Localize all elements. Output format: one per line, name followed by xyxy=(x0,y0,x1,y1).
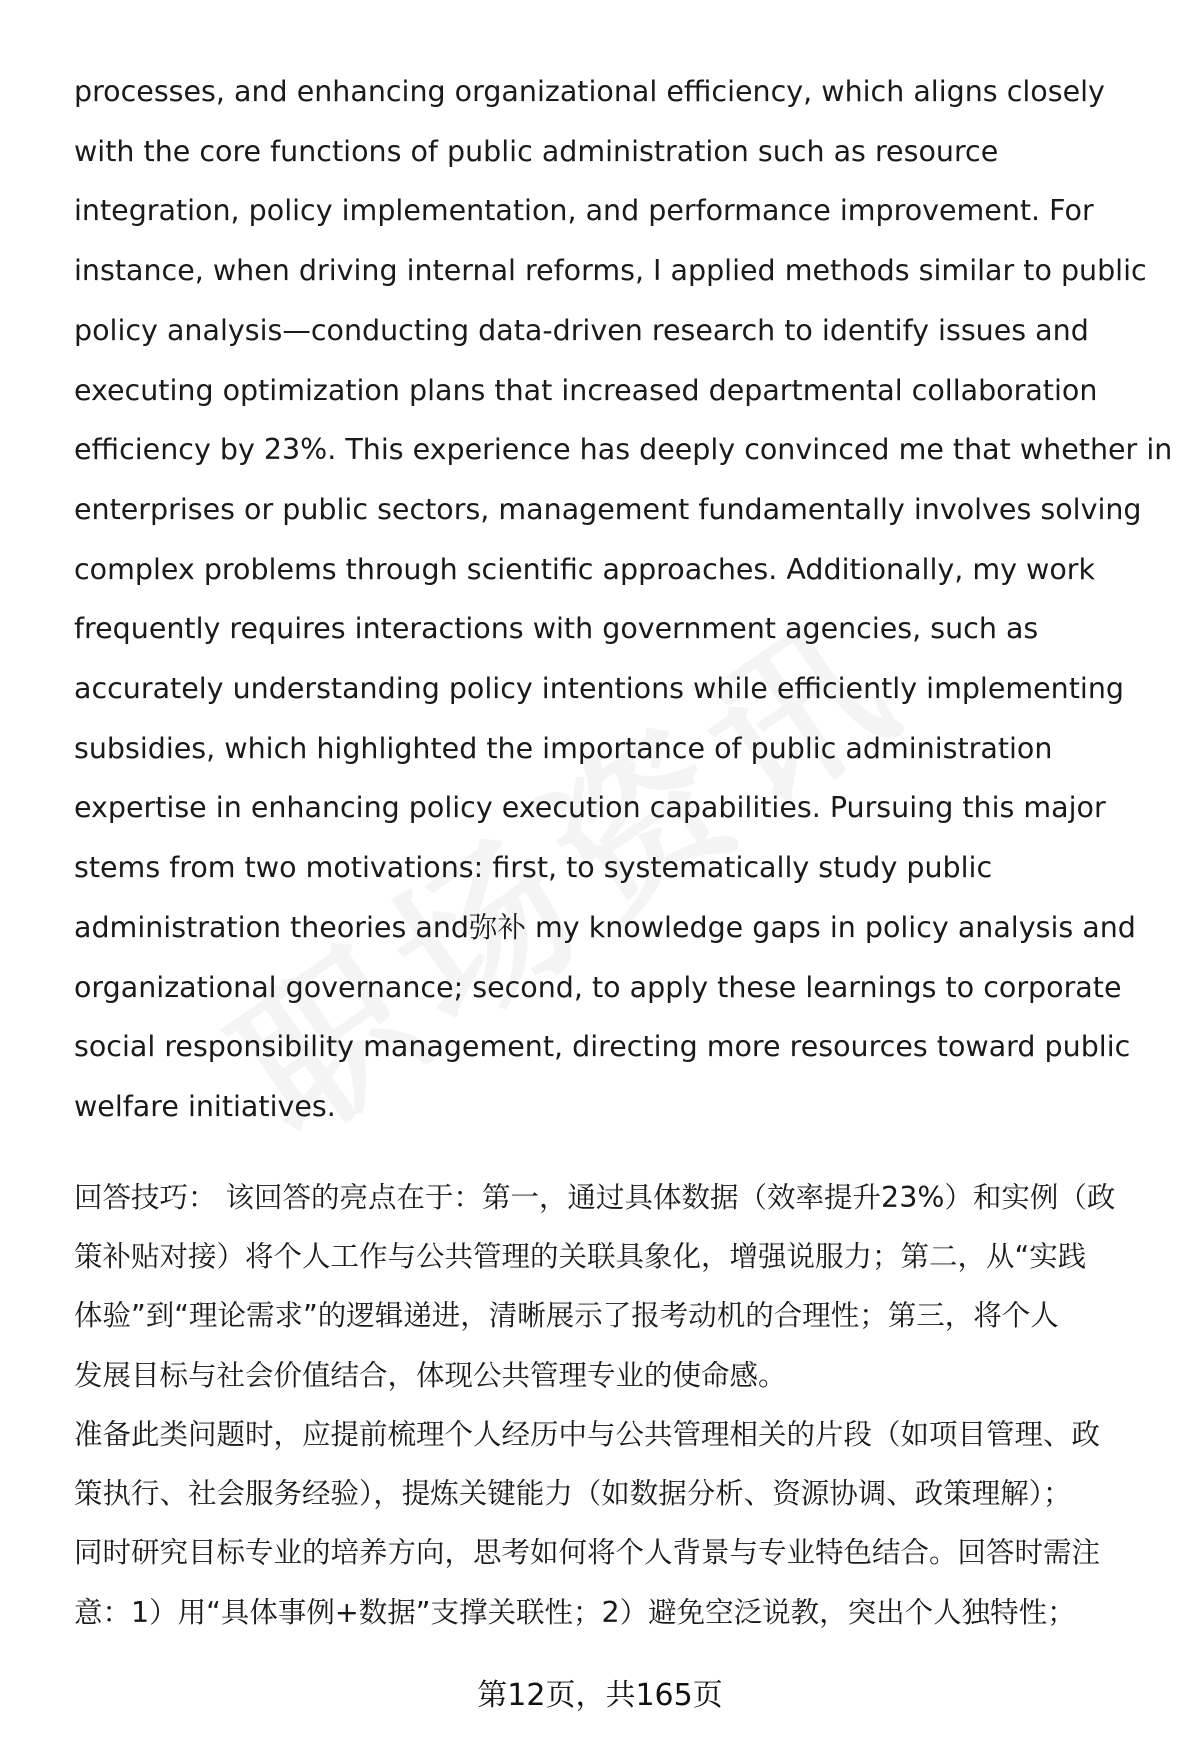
text-line: administration theories and弥补 my knowledge gaps in policy analysis and xyxy=(74,910,1136,944)
tips-section xyxy=(74,1168,1154,1642)
text-line: stems from two motivations: first, to systematically study public xyxy=(74,851,993,885)
text-line: accurately understanding policy intentions while efficiently implementing xyxy=(74,672,1124,706)
text-line: enterprises or public sectors, management fundamentally involves solving xyxy=(74,492,1142,526)
text-line: integration, policy implementation, and performance improvement. For xyxy=(74,194,1094,228)
text-line: instance, when driving internal reforms, I applied methods similar to public xyxy=(74,254,1147,288)
text-line: 策执行、社会服务经验），提炼关键能力（如数据分析、资源协调、政策理解）； xyxy=(74,1477,1072,1511)
text-line: policy analysis—conducting data-driven research to identify issues and xyxy=(74,313,1089,347)
page-content xyxy=(74,62,1173,1642)
text-line: welfare initiatives. xyxy=(74,1089,336,1123)
text-line: 策补贴对接）将个人工作与公共管理的关联具象化，增强说服力；第二，从“实践 xyxy=(74,1239,1087,1273)
text-line: 体验”到“理论需求”的逻辑递进，清晰展示了报考动机的合理性；第三，将个人 xyxy=(74,1299,1059,1333)
tips-paragraph xyxy=(74,1168,1154,1405)
text-line: expertise in enhancing policy execution capabilities. Pursuing this major xyxy=(74,791,1106,825)
text-line: organizational governance; second, to apply these learnings to corporate xyxy=(74,970,1122,1004)
text-line: frequently requires interactions with government agencies, such as xyxy=(74,612,1039,646)
text-line: 同时研究目标专业的培养方向，思考如何将个人背景与专业特色结合。回答时需注 xyxy=(74,1536,1101,1570)
answer-paragraph xyxy=(74,62,1173,1137)
text-line: 意：1）用“具体事例+数据”支撑关联性；2）避免空泛说教，突出个人独特性； xyxy=(74,1595,1076,1629)
prep-paragraph xyxy=(74,1405,1154,1642)
text-line: 准备此类问题时，应提前梳理个人经历中与公共管理相关的片段（如项目管理、政 xyxy=(74,1417,1101,1451)
text-line: subsidies, which highlighted the importance of public administration xyxy=(74,731,1053,765)
text-line: 回答技巧： 该回答的亮点在于：第一，通过具体数据（效率提升23%）和实例（政 xyxy=(74,1180,1116,1214)
text-line: processes, and enhancing organizational efficiency, which aligns closely xyxy=(74,75,1105,108)
text-line: 发展目标与社会价值结合，体现公共管理专业的使命感。 xyxy=(74,1358,787,1392)
text-line: with the core functions of public administration such as resource xyxy=(74,134,999,168)
text-line: complex problems through scientific approaches. Additionally, my work xyxy=(74,552,1096,586)
text-line: efficiency by 23%. This experience has deeply convinced me that whether in xyxy=(74,433,1173,467)
text-line: social responsibility management, directing more resources toward public xyxy=(74,1030,1131,1064)
text-line: executing optimization plans that increased departmental collaboration xyxy=(74,373,1098,407)
page-number: 第12页，共165页 xyxy=(477,1678,723,1713)
